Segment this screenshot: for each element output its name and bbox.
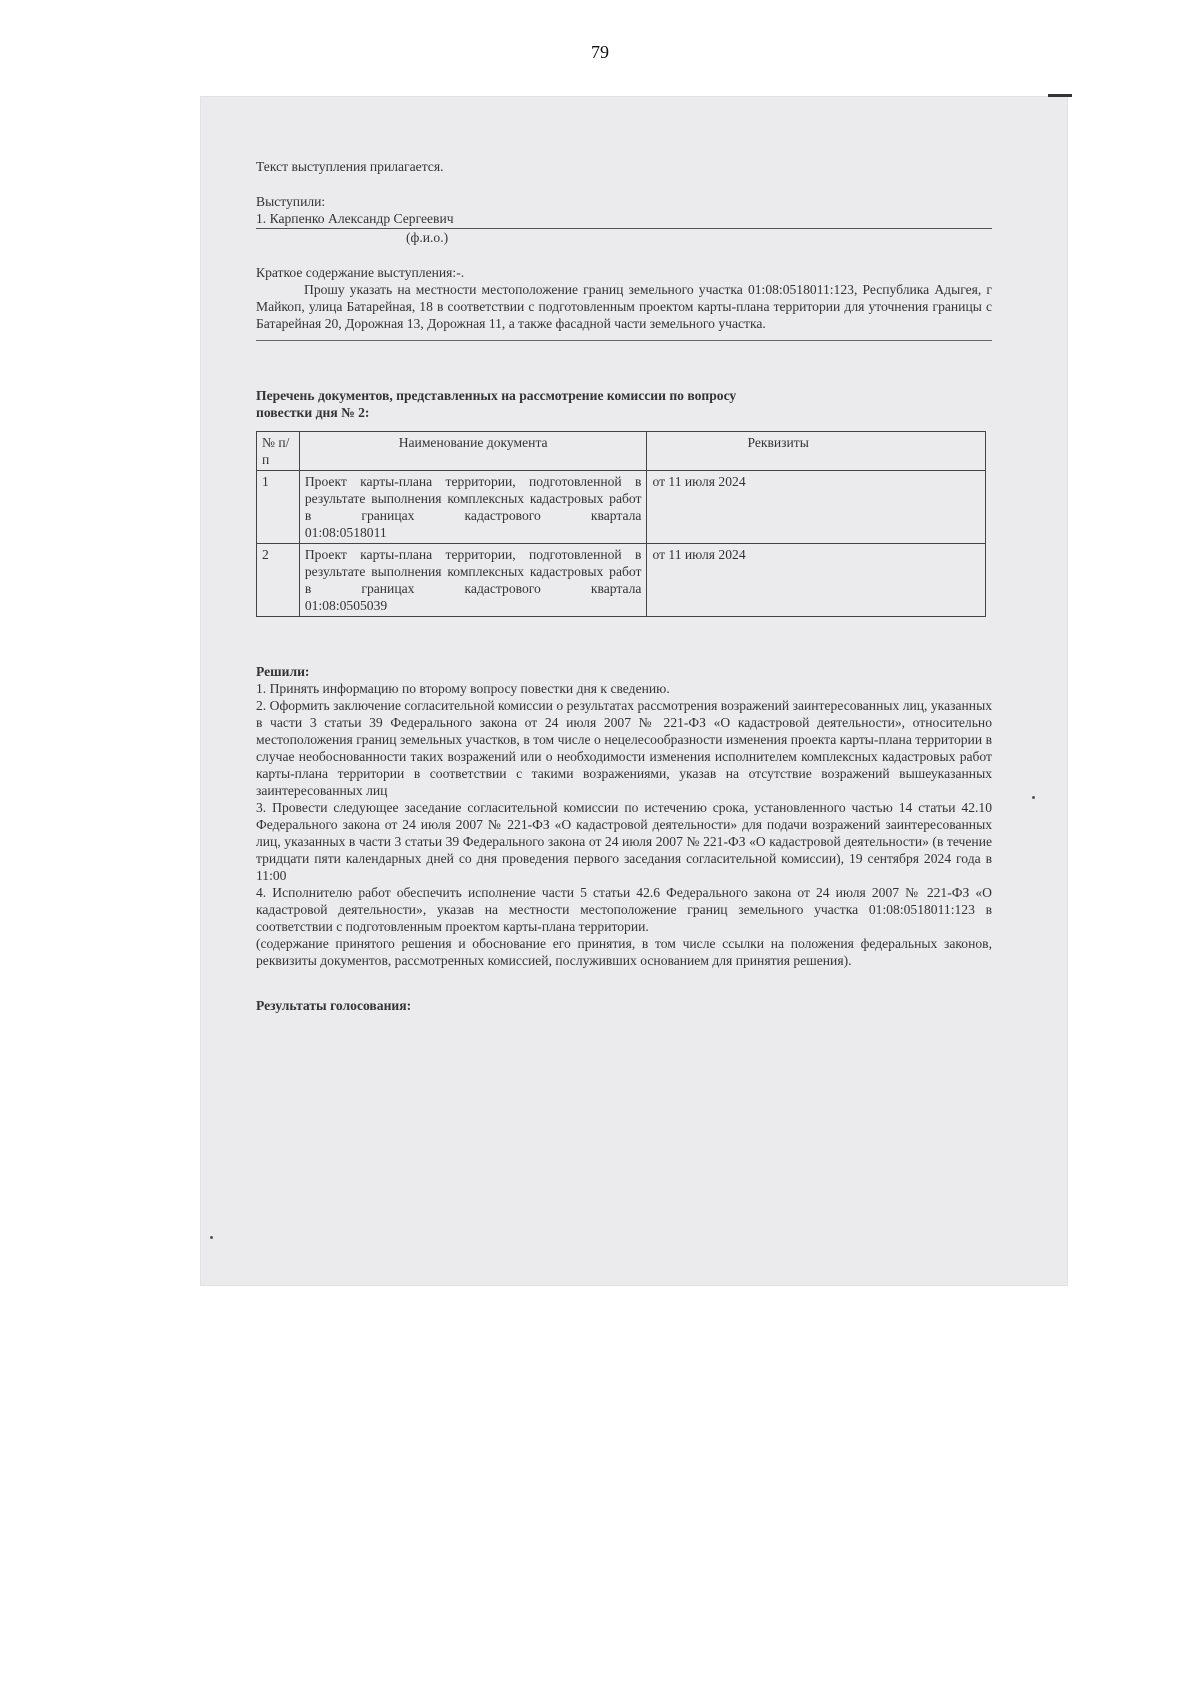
row-details: от 11 июля 2024 [647,544,986,617]
row-name-line: результате выполнения комплексных кадастровых [304,491,604,506]
speech-attached-note: Текст выступления прилагается. [256,159,444,174]
decision-item-2: 2. Оформить заключение согласительной комиссии о результатах рассмотрения возражений заинтересованных лиц, указанных в части 3 статьи 39 Федерального закона от 24 июля 2007 № 221-ФЗ «О кадастровой деятельности», относительно местоположения границ земельных участков, в том числе о нецелесообразности изменения проекта карты-плана территории в случае необоснованности таких возражений или о необходимости изменения исполнителем комплексных кадастровых работ карты-плана территории в соответствии с такими возражениями, указав на отсутствие возражений вышеуказанных заинтересованных лиц [256,698,992,798]
row-name-line: Проект карты-плана территории, подготовленной в [304,474,642,489]
speaker-name: 1. Карпенко Александр Сергеевич [256,211,454,226]
table-header-row [257,432,986,471]
speakers-label: Выступили: [256,194,326,209]
table-row [257,544,986,617]
documents-table [256,431,986,617]
row-document-name [299,544,647,617]
row-name-line: 01:08:0518011 [304,525,387,540]
decision-item-3: 3. Провести следующее заседание согласительной комиссии по истечению срока, установленного частью 14 статьи 42.10 Федерального закона от 24 июля 2007 № 221-ФЗ «О кадастровой деятельности» для подачи возражений заинтересованных лиц, указанных в части 3 статьи 39 Федерального закона от 24 июля 2007 № 221-ФЗ «О кадастровой деятельности» (в течение тридцати пяти календарных дней со дня проведения первого заседания согласительной комиссии), 19 сентября 2024 года в 11:00 [256,800,992,883]
document-body [256,158,992,1014]
scanned-page [200,96,1068,1286]
row-name-line: работ в границах кадастрового квартала [304,491,642,523]
speaker-line [256,210,992,229]
row-name-line: Проект карты-плана территории, подготовленной в [304,547,642,562]
documents-heading-line2: повестки дня № 2: [256,405,370,420]
row-number: 1 [257,471,300,544]
table-row [257,471,986,544]
summary-label: Краткое содержание выступления:-. [256,265,465,280]
row-document-name [299,471,647,544]
decision-item-4: 4. Исполнителю работ обеспечить исполнение части 5 статьи 42.6 Федерального закона от 24 июля 2007 № 221-ФЗ «О кадастровой деятельности», указав на местности местоположение границ земельного участка 01:08:0518011:123 в соответствии с подготовленным проектом карты-плана территории. [256,885,992,934]
fio-caption: (ф.и.о.) [406,230,449,245]
row-name-line: 01:08:0505039 [304,598,388,613]
row-number: 2 [257,544,300,617]
table-header-number: № п/п [257,432,300,471]
row-name-line: работ в границах кадастрового квартала [304,564,642,596]
documents-heading-line1: Перечень документов, представленных на рассмотрение комиссии по вопросу [256,388,737,403]
scan-speck [210,1236,213,1239]
page-number: 79 [591,42,609,62]
scan-speck [1032,796,1035,799]
table-header-details: Реквизиты [647,432,986,471]
row-name-line: результате выполнения комплексных кадастровых [304,564,604,579]
decision-note: (содержание принятого решения и обоснование его принятия, в том числе ссылки на положения федеральных законов, реквизиты документов, рассмотренных комиссией, послуживших основанием для принятия решения). [256,936,992,968]
voting-results-label: Результаты голосования: [256,998,412,1013]
scan-edge-mark [1048,94,1072,97]
table-header-name: Наименование документа [299,432,647,471]
summary-rule [256,332,992,341]
decision-item-1: 1. Принять информацию по второму вопросу повестки дня к сведению. [256,681,670,696]
summary-text: Прошу указать на местности местоположение границ земельного участка 01:08:0518011:123, Республика Адыгея, г Майкоп, улица Батарейная, 18 в соответствии с подготовленным проектом карты-плана территории для уточнения границы с Батарейная 20, Дорожная 13, Дорожная 11, а также фасадной части земельного участка. [256,282,992,331]
decided-label: Решили: [256,664,310,679]
row-details: от 11 июля 2024 [647,471,986,544]
